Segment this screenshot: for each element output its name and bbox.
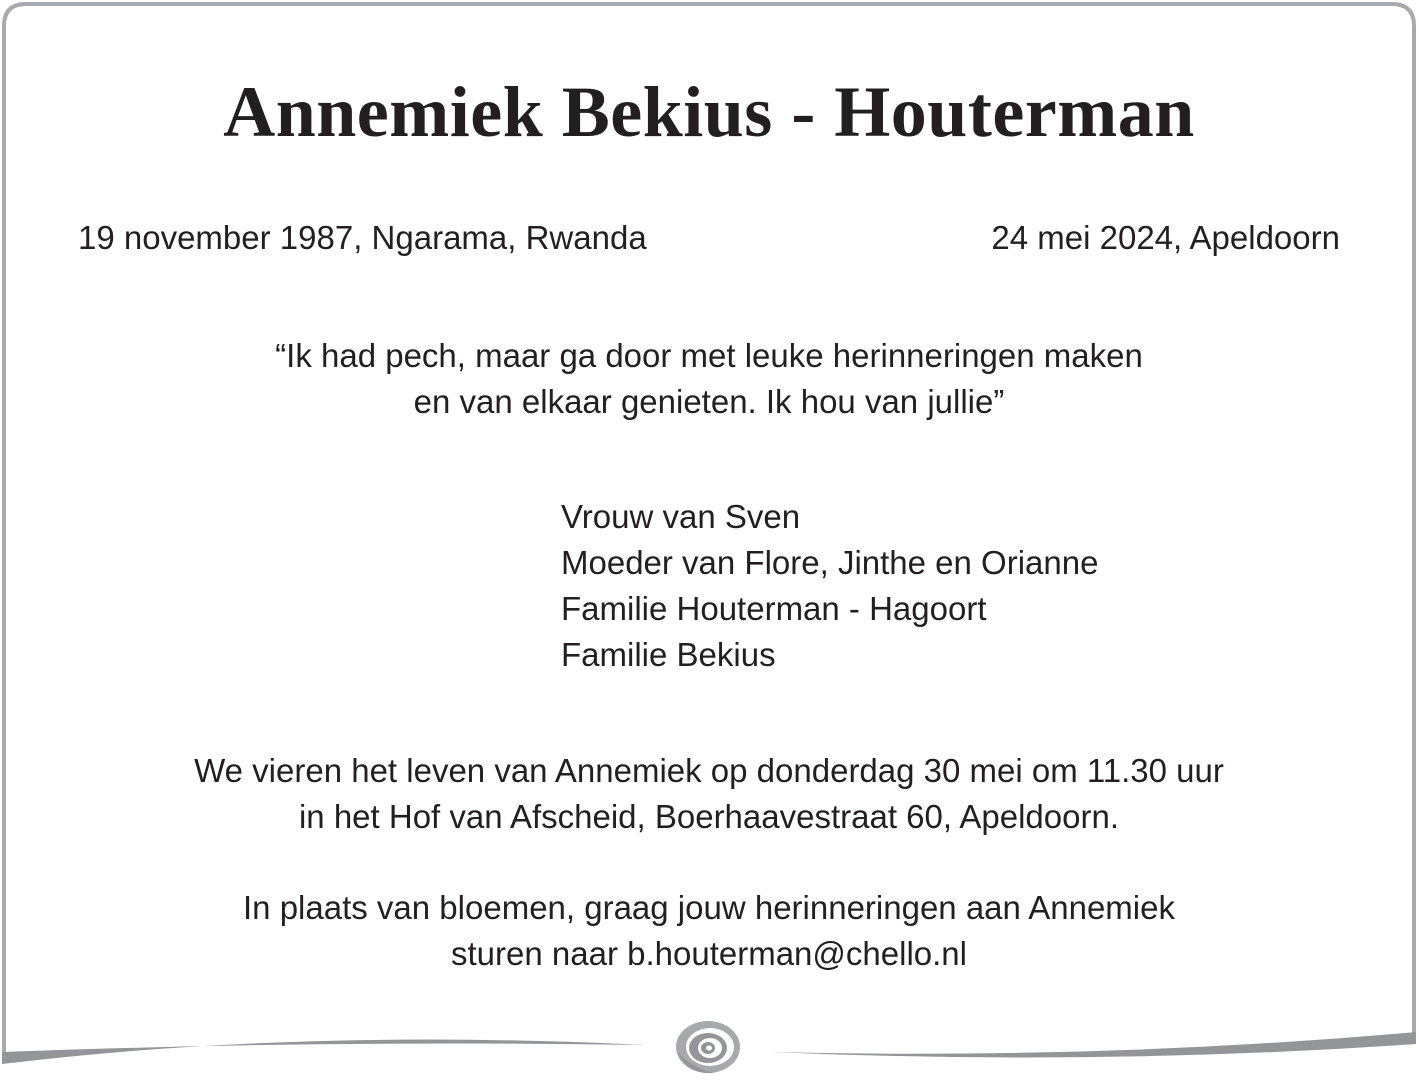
death-date-place: 24 mei 2024, Apeldoorn xyxy=(991,219,1340,256)
quote-line: “Ik had pech, maar ga door met leuke herinneringen maken xyxy=(275,337,1143,374)
relation-item: Familie Houterman - Hagoort xyxy=(561,590,987,627)
flowers-request xyxy=(0,885,1418,977)
birth-date-place: 19 november 1987, Ngarama, Rwanda xyxy=(78,219,647,256)
quote xyxy=(0,333,1418,425)
relation-item: Moeder van Flore, Jinthe en Orianne xyxy=(561,544,1099,581)
flowers-email-line: sturen naar b.houterman@chello.nl xyxy=(451,935,967,972)
ceremony-line: in het Hof van Afscheid, Boerhaavestraat 60, Apeldoorn. xyxy=(298,798,1120,835)
deceased-name: Annemiek Bekius - Houterman xyxy=(223,72,1195,152)
relations-list xyxy=(561,494,1098,678)
rose-spiral-icon xyxy=(676,1021,740,1073)
flowers-line: In plaats van bloemen, graag jouw herinneringen aan Annemiek xyxy=(243,889,1175,926)
relation-item: Vrouw van Sven xyxy=(561,498,801,535)
relation-item: Familie Bekius xyxy=(561,636,776,673)
ceremony-info xyxy=(0,748,1418,840)
quote-line: en van elkaar genieten. Ik hou van jullie” xyxy=(413,383,1005,420)
ceremony-line: We vieren het leven van Annemiek op donderdag 30 mei om 11.30 uur xyxy=(194,752,1224,789)
